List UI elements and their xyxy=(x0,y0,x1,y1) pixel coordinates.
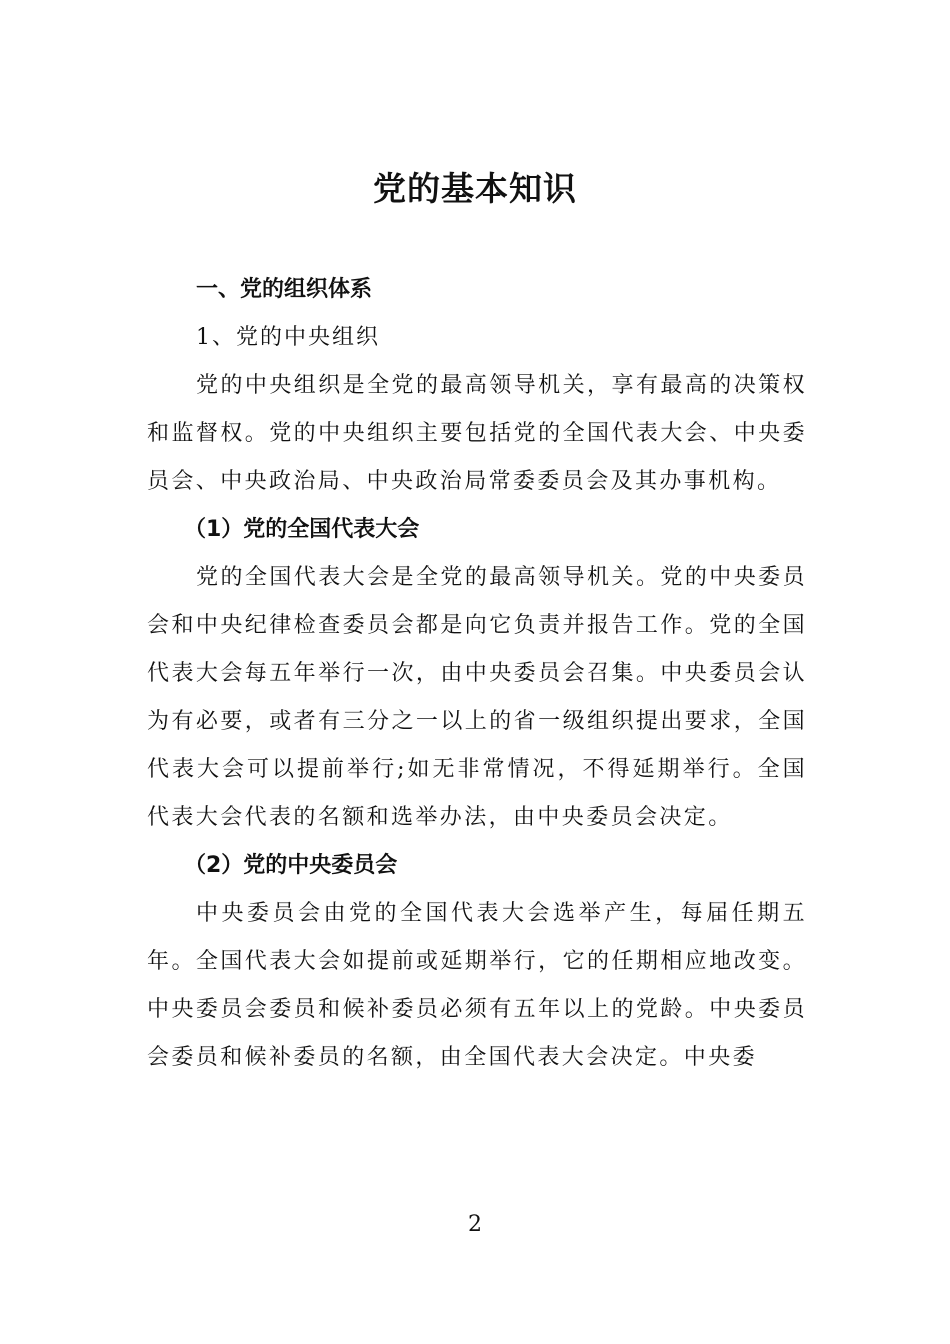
item-heading-national-congress: （1）党的全国代表大会 xyxy=(184,517,420,542)
paragraph-national-congress: 党的全国代表大会是全党的最高领导机关。党的中央委员会和中央纪律检查委员会都是向它负责并报告工作。党的全国代表大会每五年举行一次，由中央委员会召集。中央委员会认为有必要，或者有三分之一以上的省一级组织提出要求，全国代表大会可以提前举行;如无非常情况，不得延期举行。全国代表大会代表的名额和选举办法，由中央委员会决定。 xyxy=(147,565,807,830)
document-title: 党的基本知识 xyxy=(373,169,577,208)
document-body xyxy=(147,266,807,1082)
page-number: 2 xyxy=(468,1212,482,1237)
paragraph-central-committee: 中央委员会由党的全国代表大会选举产生，每届任期五年。全国代表大会如提前或延期举行，它的任期相应地改变。中央委员会委员和候补委员必须有五年以上的党龄。中央委员会委员和候补委员的名额，由全国代表大会决定。中央委 xyxy=(147,901,807,1070)
subsection-heading: 1、党的中央组织 xyxy=(196,325,380,350)
paragraph-central-organization: 党的中央组织是全党的最高领导机关，享有最高的决策权和监督权。党的中央组织主要包括党的全国代表大会、中央委员会、中央政治局、中央政治局常委委员会及其办事机构。 xyxy=(147,373,807,494)
section-heading: 一、党的组织体系 xyxy=(196,277,373,302)
item-heading-central-committee: （2）党的中央委员会 xyxy=(184,853,398,878)
